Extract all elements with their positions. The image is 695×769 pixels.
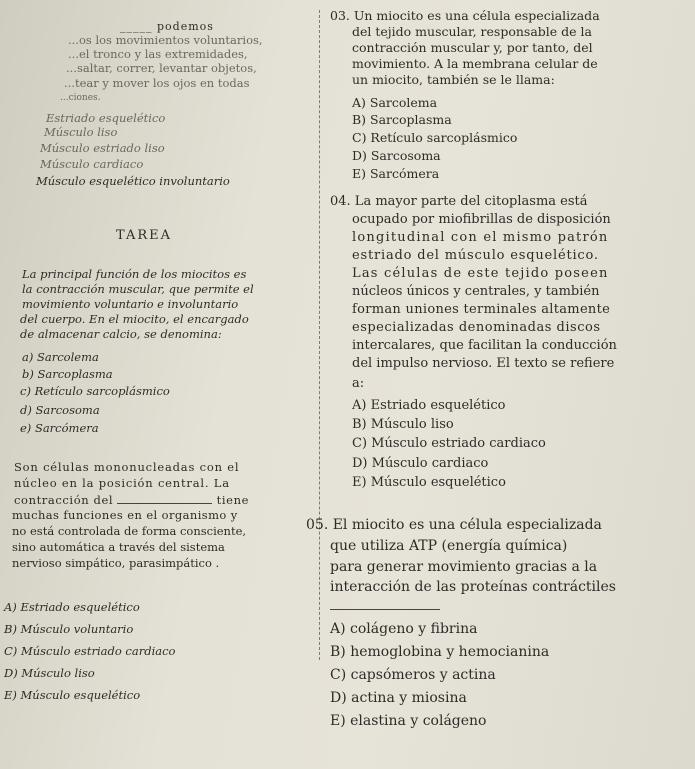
- column-divider: [319, 10, 320, 660]
- question-line: 04. La mayor parte del citoplasma está: [330, 194, 588, 209]
- question-fragment-line: ...saltar, correr, levantar objetos,: [66, 61, 257, 75]
- question-line: contracción del tiene: [14, 493, 249, 507]
- question-line: del tejido muscular, responsable de la: [352, 24, 592, 39]
- option-item: D) Músculo liso: [4, 666, 95, 680]
- question-line: muchas funciones en el organismo y: [12, 508, 238, 522]
- option-item: a) Sarcolema: [22, 350, 99, 364]
- answer-blank[interactable]: [330, 599, 440, 610]
- option-item: E) Músculo esquelético: [4, 688, 141, 702]
- answer-blank-line: [330, 598, 440, 613]
- option-item: E) Sarcómera: [352, 166, 440, 181]
- question-line: Las células de este tejido poseen: [352, 266, 609, 281]
- question-line: longitudinal con el mismo patrón: [352, 230, 609, 245]
- answer-blank[interactable]: [117, 493, 212, 504]
- option-item: Músculo liso: [44, 125, 118, 139]
- question-line: no está controlada de forma consciente,: [12, 524, 247, 538]
- option-item: Músculo cardiaco: [40, 157, 144, 171]
- option-item: A) Estriado esquelético: [352, 398, 506, 413]
- option-item: B) Músculo voluntario: [4, 622, 134, 636]
- option-item: D) Sarcosoma: [352, 148, 441, 163]
- question-line: intercalares, que facilitan la conducción: [352, 338, 617, 353]
- question-line: 05. El miocito es una célula especializada: [306, 517, 602, 533]
- question-line: que utiliza ATP (energía química): [330, 538, 568, 554]
- question-line: del cuerpo. En el miocito, el encargado: [20, 312, 249, 326]
- question-line: estriado del músculo esquelético.: [352, 248, 599, 263]
- question-line: de almacenar calcio, se denomina:: [20, 327, 222, 341]
- question-line: núcleo en la posición central. La: [14, 476, 230, 490]
- question-line: núcleos únicos y centrales, y también: [352, 284, 600, 299]
- option-item: b) Sarcoplasma: [22, 367, 113, 381]
- question-line: movimiento voluntario e involuntario: [22, 297, 239, 311]
- option-item: Músculo esquelético involuntario: [36, 174, 230, 188]
- left-column: [0, 0, 320, 769]
- option-item: D) actina y miosina: [330, 690, 467, 706]
- question-fragment-line: ...os los movimientos voluntarios,: [68, 33, 263, 47]
- option-item: C) Músculo estriado cardiaco: [4, 644, 176, 658]
- option-item: A) colágeno y fibrina: [330, 621, 478, 637]
- question-fragment-line: ...el tronco y las extremidades,: [68, 47, 248, 61]
- option-item: A) Estriado esquelético: [4, 600, 140, 614]
- question-line: la contracción muscular, que permite el: [22, 282, 254, 296]
- question-line: contracción muscular y, por tanto, del: [352, 40, 593, 55]
- option-item: d) Sarcosoma: [20, 403, 100, 417]
- question-line: La principal función de los miocitos es: [22, 267, 247, 281]
- option-item: Músculo estriado liso: [40, 141, 165, 155]
- option-item: e) Sarcómera: [20, 421, 99, 435]
- question-line: nervioso simpático, parasimpático .: [12, 556, 220, 570]
- question-fragment-line: ...tear y mover los ojos en todas: [64, 76, 250, 90]
- question-line: movimiento. A la membrana celular de: [352, 56, 598, 71]
- option-item: A) Sarcolema: [352, 95, 438, 110]
- section-title: TAREA: [116, 228, 173, 243]
- option-item: B) Sarcoplasma: [352, 112, 452, 127]
- question-fragment-line: _____ podemos: [120, 20, 214, 33]
- option-item: E) elastina y colágeno: [330, 713, 487, 729]
- option-item: B) hemoglobina y hemocianina: [330, 644, 550, 660]
- option-item: B) Músculo liso: [352, 417, 454, 432]
- option-item: E) Músculo esquelético: [352, 475, 506, 490]
- question-line: 03. Un miocito es una célula especializada: [330, 8, 600, 23]
- right-column: [306, 0, 692, 769]
- question-line: Son células mononucleadas con el: [14, 460, 240, 474]
- question-line: para generar movimiento gracias a la: [330, 559, 598, 575]
- question-line: forman uniones terminales altamente: [352, 302, 611, 317]
- option-item: Estriado esquelético: [46, 111, 166, 125]
- question-line: un miocito, también se le llama:: [352, 72, 555, 87]
- question-line: a:: [352, 376, 365, 391]
- question-line: ocupado por miofibrillas de disposición: [352, 212, 611, 227]
- question-line: del impulso nervioso. El texto se refiere: [352, 356, 615, 371]
- option-item: C) capsómeros y actina: [330, 667, 496, 683]
- question-line: interacción de las proteínas contráctiles: [330, 579, 616, 595]
- question-line: sino automática a través del sistema: [12, 540, 225, 554]
- option-item: C) Retículo sarcoplásmico: [352, 130, 518, 145]
- option-item: C) Músculo estriado cardiaco: [352, 436, 546, 451]
- question-line: especializadas denominadas discos: [352, 320, 601, 335]
- question-fragment-line: ...ciones.: [60, 93, 101, 103]
- option-item: D) Músculo cardiaco: [352, 456, 489, 471]
- option-item: c) Retículo sarcoplásmico: [20, 384, 170, 398]
